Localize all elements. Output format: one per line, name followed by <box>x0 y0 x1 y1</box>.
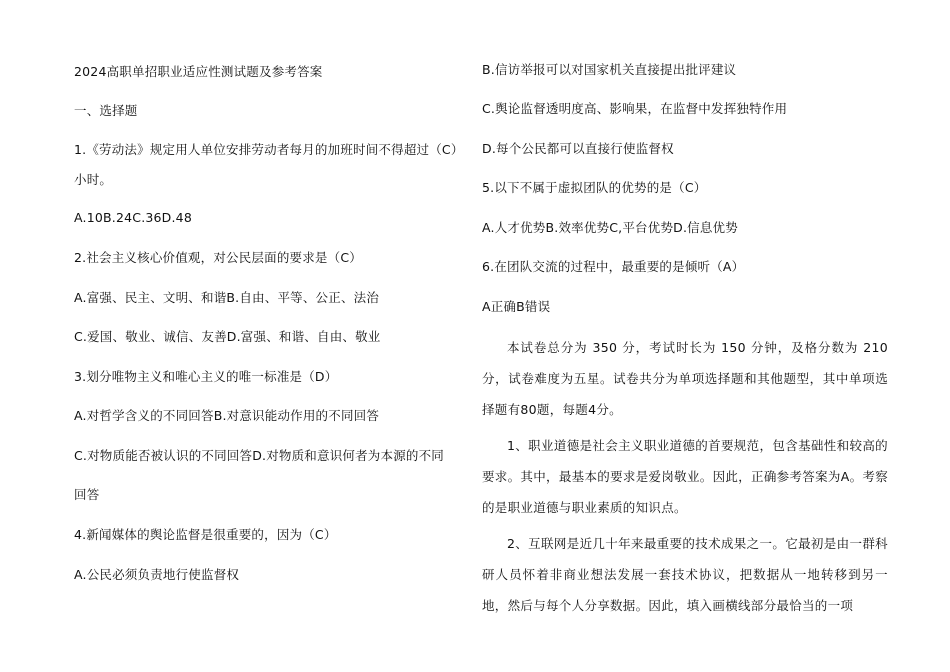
question-5-options: A.人才优势B.效率优势C,平台优势D.信息优势 <box>482 220 738 235</box>
question-2-options-ab: A.富强、民主、文明、和谐B.自由、平等、公正、法治 <box>74 290 380 305</box>
question-4-option-a: A.公民必须负责地行使监督权 <box>74 567 240 582</box>
question-3-options-cd-line-2: 回答 <box>74 487 100 502</box>
question-4-option-c: C.舆论监督透明度高、影响果，在监督中发挥独特作用 <box>482 101 788 116</box>
question-1-options: A.10B.24C.36D.48 <box>74 210 192 225</box>
question-2: 2.社会主义核心价值观，对公民层面的要求是（C） <box>74 250 362 265</box>
question-4-option-b: B.信访举报可以对国家机关直接提出批评建议 <box>482 62 737 77</box>
question-3: 3.划分唯物主义和唯心主义的唯一标准是（D） <box>74 369 338 384</box>
question-1-line-1: 1.《劳动法》规定用人单位安排劳动者每月的加班时间不得超过（C） <box>74 142 464 157</box>
exam-summary-paragraph: 本试卷总分为 350 分，考试时长为 150 分钟，及格分数为 210 分，试卷难度为五星。试卷共分为单项选择题和其他题型，其中单项选择题有80题，每题4分。 <box>482 340 888 417</box>
question-6-options: A正确B错误 <box>482 299 551 314</box>
answer-explanation-2: 2、互联网是近几十年来最重要的技术成果之一。它最初是由一群科研人员怀着非商业想法发展一套技术协议，把数据从一地转移到另一地，然后与每个人分享数据。因此，填入画横线部分最恰当的一项 <box>482 536 888 613</box>
question-6: 6.在团队交流的过程中，最重要的是倾听（A） <box>482 259 745 274</box>
question-4: 4.新闻媒体的舆论监督是很重要的，因为（C） <box>74 527 337 542</box>
question-3-options-cd-line-1: C.对物质能否被认识的不同回答D.对物质和意识何者为本源的不同 <box>74 448 445 463</box>
question-3-options-ab: A.对哲学含义的不同回答B.对意识能动作用的不同回答 <box>74 408 380 423</box>
question-5: 5.以下不属于虚拟团队的优势的是（C） <box>482 180 707 195</box>
question-4-option-d: D.每个公民都可以直接行使监督权 <box>482 141 674 156</box>
question-2-options-cd: C.爱国、敬业、诚信、友善D.富强、和谐、自由、敬业 <box>74 329 381 344</box>
answer-explanation-1: 1、职业道德是社会主义职业道德的首要规范，包含基础性和较高的要求。其中，最基本的要求是爱岗敬业。因此，正确参考答案为A。考察的是职业道德与职业素质的知识点。 <box>482 438 888 515</box>
question-1-line-2: 小时。 <box>74 172 113 187</box>
section-heading: 一、选择题 <box>74 103 138 118</box>
document-title: 2024高职单招职业适应性测试题及参考答案 <box>74 64 323 79</box>
